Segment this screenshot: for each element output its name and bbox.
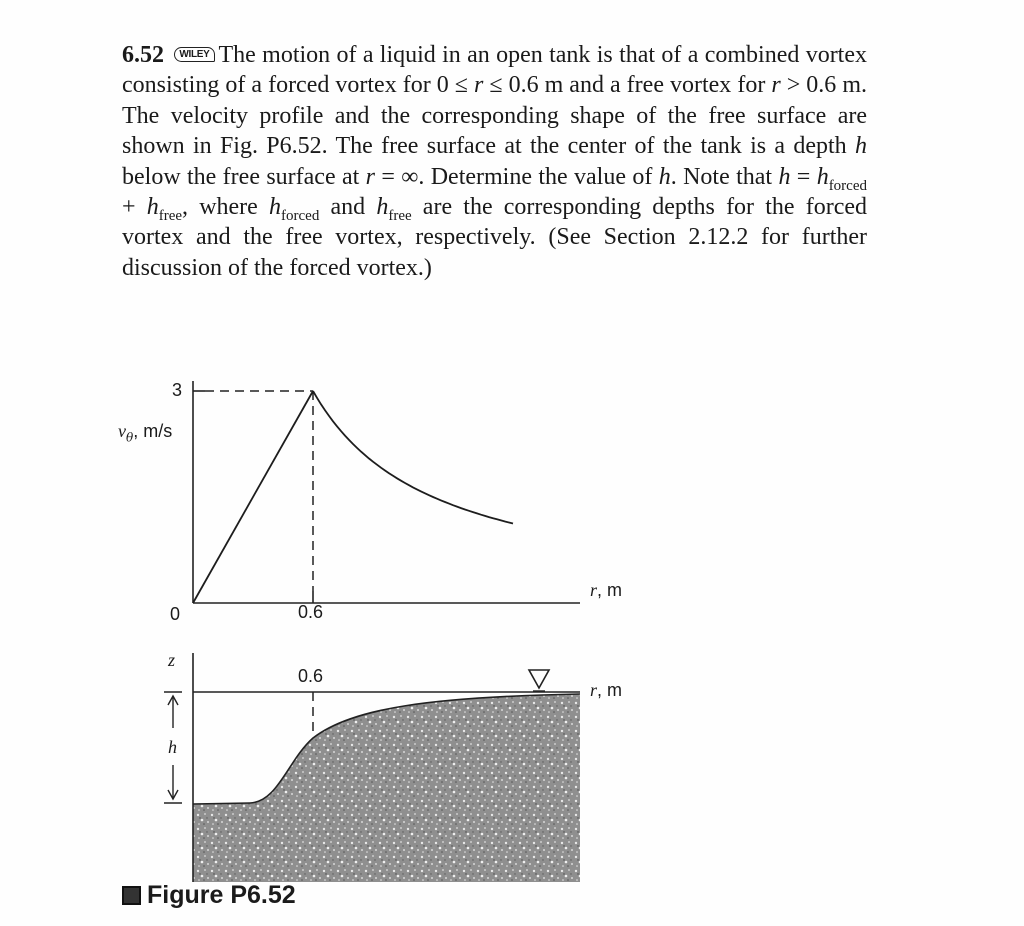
problem-text: h bbox=[658, 163, 671, 190]
radius-symbol: r bbox=[590, 680, 598, 700]
velocity-y-tick-label: 3 bbox=[172, 380, 183, 400]
problem-text: = ∞. Determine the value of bbox=[375, 163, 659, 190]
problem-text: h bbox=[816, 163, 829, 190]
free-surface-triangle-icon bbox=[529, 670, 549, 688]
problem-text: r bbox=[474, 72, 484, 99]
problem-text: h bbox=[855, 133, 867, 160]
subscript-text: forced bbox=[281, 207, 320, 224]
problem-text: + bbox=[122, 194, 147, 221]
velocity-plot bbox=[193, 381, 580, 603]
figure-caption bbox=[122, 881, 296, 910]
problem-text: > 0.6 m. The velocity profile and the corresponding shape of the free surface are shown in Fig. P6.52. The free surface at the center of the tank is a depth bbox=[122, 72, 867, 160]
depth-h-label: h bbox=[168, 737, 177, 757]
problem-text: The motion of a liquid in an open tank is that of a combined vortex consisting of a forced vortex for 0 ≤ bbox=[122, 42, 868, 99]
velocity-symbol: v bbox=[118, 421, 126, 441]
subscript-text: free bbox=[158, 207, 183, 224]
velocity-origin-label: 0 bbox=[170, 604, 181, 624]
velocity-y-axis-label bbox=[118, 421, 172, 445]
problem-text: h bbox=[146, 194, 159, 221]
radius-unit: , m bbox=[597, 680, 623, 700]
problem-text: are the corresponding depths for the forced vortex and the free vortex, respectively. (See Section 2.12.2 for further discussion of the forced vortex.) bbox=[122, 194, 868, 281]
subscript-text: forced bbox=[828, 177, 867, 194]
problem-text: ≤ 0.6 m and a free vortex for bbox=[483, 72, 772, 99]
liquid-region bbox=[193, 694, 580, 882]
forced-vortex-line bbox=[193, 391, 313, 603]
problem-text: . Note that bbox=[670, 163, 779, 190]
surface-x-tick-label: 0.6 bbox=[298, 666, 324, 686]
free-vortex-line bbox=[313, 391, 513, 524]
surface-plot bbox=[164, 653, 580, 882]
velocity-unit: , m/s bbox=[133, 421, 173, 441]
subscript-text: free bbox=[388, 207, 412, 224]
problem-text: r bbox=[771, 72, 781, 99]
caption-text: Figure P6.52 bbox=[147, 881, 296, 909]
velocity-x-tick-label: 0.6 bbox=[298, 602, 324, 622]
problem-text: below the free surface at bbox=[122, 163, 366, 190]
figure-marker-icon bbox=[122, 886, 141, 905]
problem-text: and bbox=[319, 194, 377, 221]
problem-text: = bbox=[790, 163, 817, 190]
radius-unit: , m bbox=[597, 580, 623, 600]
radius-symbol: r bbox=[590, 580, 598, 600]
problem-text: h bbox=[778, 163, 791, 190]
surface-x-axis-label bbox=[590, 680, 622, 701]
wiley-badge-icon: WILEY bbox=[174, 47, 214, 62]
surface-z-label: z bbox=[168, 650, 176, 670]
velocity-x-axis-label bbox=[590, 580, 622, 601]
problem-text: h bbox=[269, 194, 282, 221]
problem-number: 6.52 bbox=[122, 42, 164, 68]
problem-text: h bbox=[376, 194, 389, 221]
problem-text: , where bbox=[182, 194, 270, 221]
problem-text: r bbox=[365, 163, 375, 190]
velocity-subscript: θ bbox=[126, 430, 134, 445]
